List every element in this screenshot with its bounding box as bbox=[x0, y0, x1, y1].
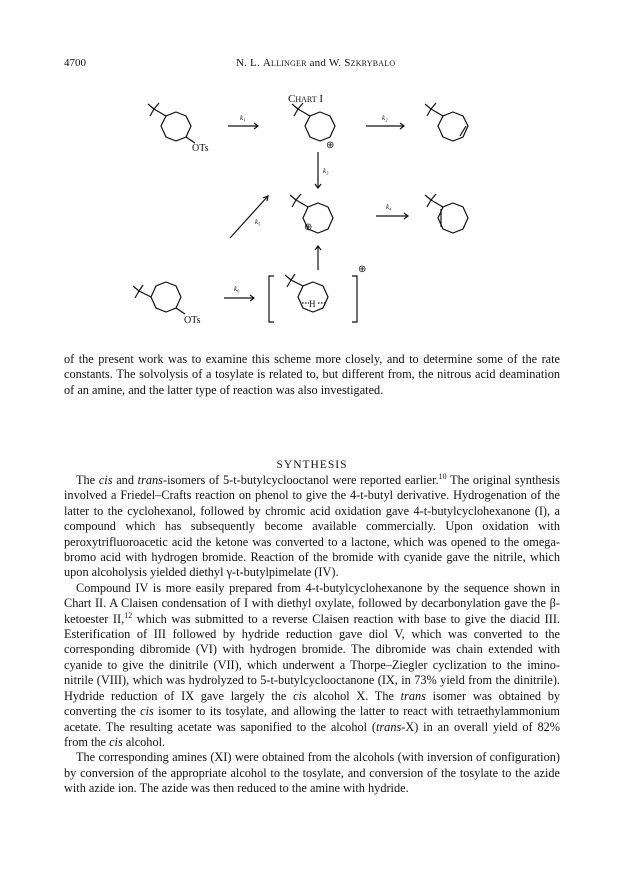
ots-label-2: OTs bbox=[184, 315, 201, 326]
text-run: alcohol X. The bbox=[306, 688, 401, 703]
text-run: which was submitted to a reverse Claisen reaction with base to give the diacid III. Esterification of III followed by hydride reduction gave diol V, which was converted to the corresponding dibromide (VI) with hydrogen bromide. The dibromide was chain extended with cyanide to give the dinitrile (VII), which underwent a Thorpe–Ziegler cyclization to the imino-nitrile (VIII), which was hydrolyzed to 5-t-butylcyclooctanone (IX, in 73% yield from the dinitrile). Hydride reduction of IX gave largely the bbox=[64, 611, 560, 703]
citation-superscript: 10 bbox=[438, 471, 447, 481]
cyclooctene-structure-2 bbox=[425, 194, 468, 233]
text-run: -isomers of 5-t-butylcyclooctanol were reported earlier. bbox=[162, 473, 439, 487]
running-head-initials-1: N. L. bbox=[236, 57, 263, 69]
section-heading: SYNTHESIS bbox=[276, 459, 348, 471]
text-run: and bbox=[112, 473, 138, 487]
ots-label-1: OTs bbox=[192, 143, 209, 154]
chart-title: Chart I bbox=[288, 93, 324, 105]
arrow-k5 bbox=[230, 196, 268, 238]
rate-label-k1: k₁ bbox=[240, 114, 246, 122]
italic-text-run: cis bbox=[140, 704, 154, 719]
cyclooctyl-tosylate-structure bbox=[148, 103, 195, 143]
text-run: The original synthesis involved a Friedel–Crafts reaction on phenol to give the 4-t-butyl derivative. Hydrogenation of the latter to the cyclohexanol, followed by chromic acid oxidation gave 4-t-butylcyclohexanone (I), a compound which has subsequently become available commercially. Upon oxidation with peroxytrifluoroacetic acid the ketone was converted to a lactone, which was opened to the omega-bromo acid with hydrogen bromide. Reaction of the bromide with cyanide gave the nitrile, which upon alcoholysis yielded diethyl γ-t-butylpimelate (IV). bbox=[64, 473, 560, 580]
intro-paragraph-block bbox=[64, 352, 560, 398]
plus-charge-2: ⊕ bbox=[304, 222, 313, 233]
paragraph-2 bbox=[64, 581, 560, 750]
text-run: Compound IV is more easily prepared from 4-t-butylcyclohexanone by the sequence shown in Chart II. A Claisen condensation of I with diethyl oxylate, followed by decarbonylation gave the β-ketoester II, bbox=[64, 580, 560, 626]
italic-text-run: trans bbox=[375, 719, 402, 734]
cyclooctene-structure-1 bbox=[425, 103, 468, 141]
rate-label-k3: k₃ bbox=[323, 167, 329, 175]
paragraph-1 bbox=[64, 473, 560, 581]
synthesis-body bbox=[64, 473, 560, 797]
text-run: -X) in an overall yield of 82% from the bbox=[64, 719, 561, 749]
rate-label-k5: k₅ bbox=[255, 218, 261, 226]
cyclooctyl-cation-structure bbox=[292, 103, 335, 141]
running-head-author-2: Szkrybalo bbox=[344, 57, 396, 69]
italic-text-run: trans bbox=[400, 688, 426, 703]
running-head-author-1: Allinger bbox=[262, 57, 307, 69]
italic-text-run: cis bbox=[98, 473, 113, 487]
plus-charge-3: ⊕ bbox=[358, 264, 367, 275]
bridging-hydrogen-label: H bbox=[309, 299, 316, 309]
text-run: isomer was obtained by converting the bbox=[64, 688, 561, 719]
bridged-ion-structure bbox=[269, 274, 357, 322]
paragraph-3 bbox=[64, 750, 560, 796]
page-number: 4700 bbox=[64, 57, 86, 69]
italic-text-run: trans bbox=[137, 473, 163, 487]
intro-paragraph: of the present work was to examine this scheme more closely, and to determine some of the rate constants. The solvolysis of a tosylate is related to, but different from, the nitrous acid deamination of an amine, and the latter type of reaction was also investigated. bbox=[64, 352, 560, 397]
rate-label-k2: k₂ bbox=[382, 114, 388, 122]
text-run: isomer to its tosylate, and allowing the latter to react with tetraethylammonium acetate. The resulting acetate was saponified to the alcohol ( bbox=[64, 704, 560, 734]
cyclooctyl-tosylate-structure-2 bbox=[133, 282, 185, 314]
reaction-scheme bbox=[0, 0, 624, 345]
text-run: The bbox=[76, 473, 99, 487]
plus-charge-1: ⊕ bbox=[326, 140, 335, 151]
rate-label-k4: k₄ bbox=[386, 203, 392, 211]
citation-superscript: 12 bbox=[124, 610, 133, 620]
italic-text-run: cis bbox=[293, 688, 307, 703]
text-run: The corresponding amines (XI) were obtained from the alcohols (with inversion of configuration) by conversion of the appropriate alcohol to the tosylate, and conversion of the tosylate to the azide with azide ion. The azide was then reduced to the amine with hydride. bbox=[64, 750, 560, 796]
running-head-and: and W. bbox=[306, 57, 345, 69]
text-run: alcohol. bbox=[122, 734, 166, 749]
italic-text-run: cis bbox=[109, 734, 123, 749]
rate-label-k6: k₆ bbox=[234, 285, 240, 293]
